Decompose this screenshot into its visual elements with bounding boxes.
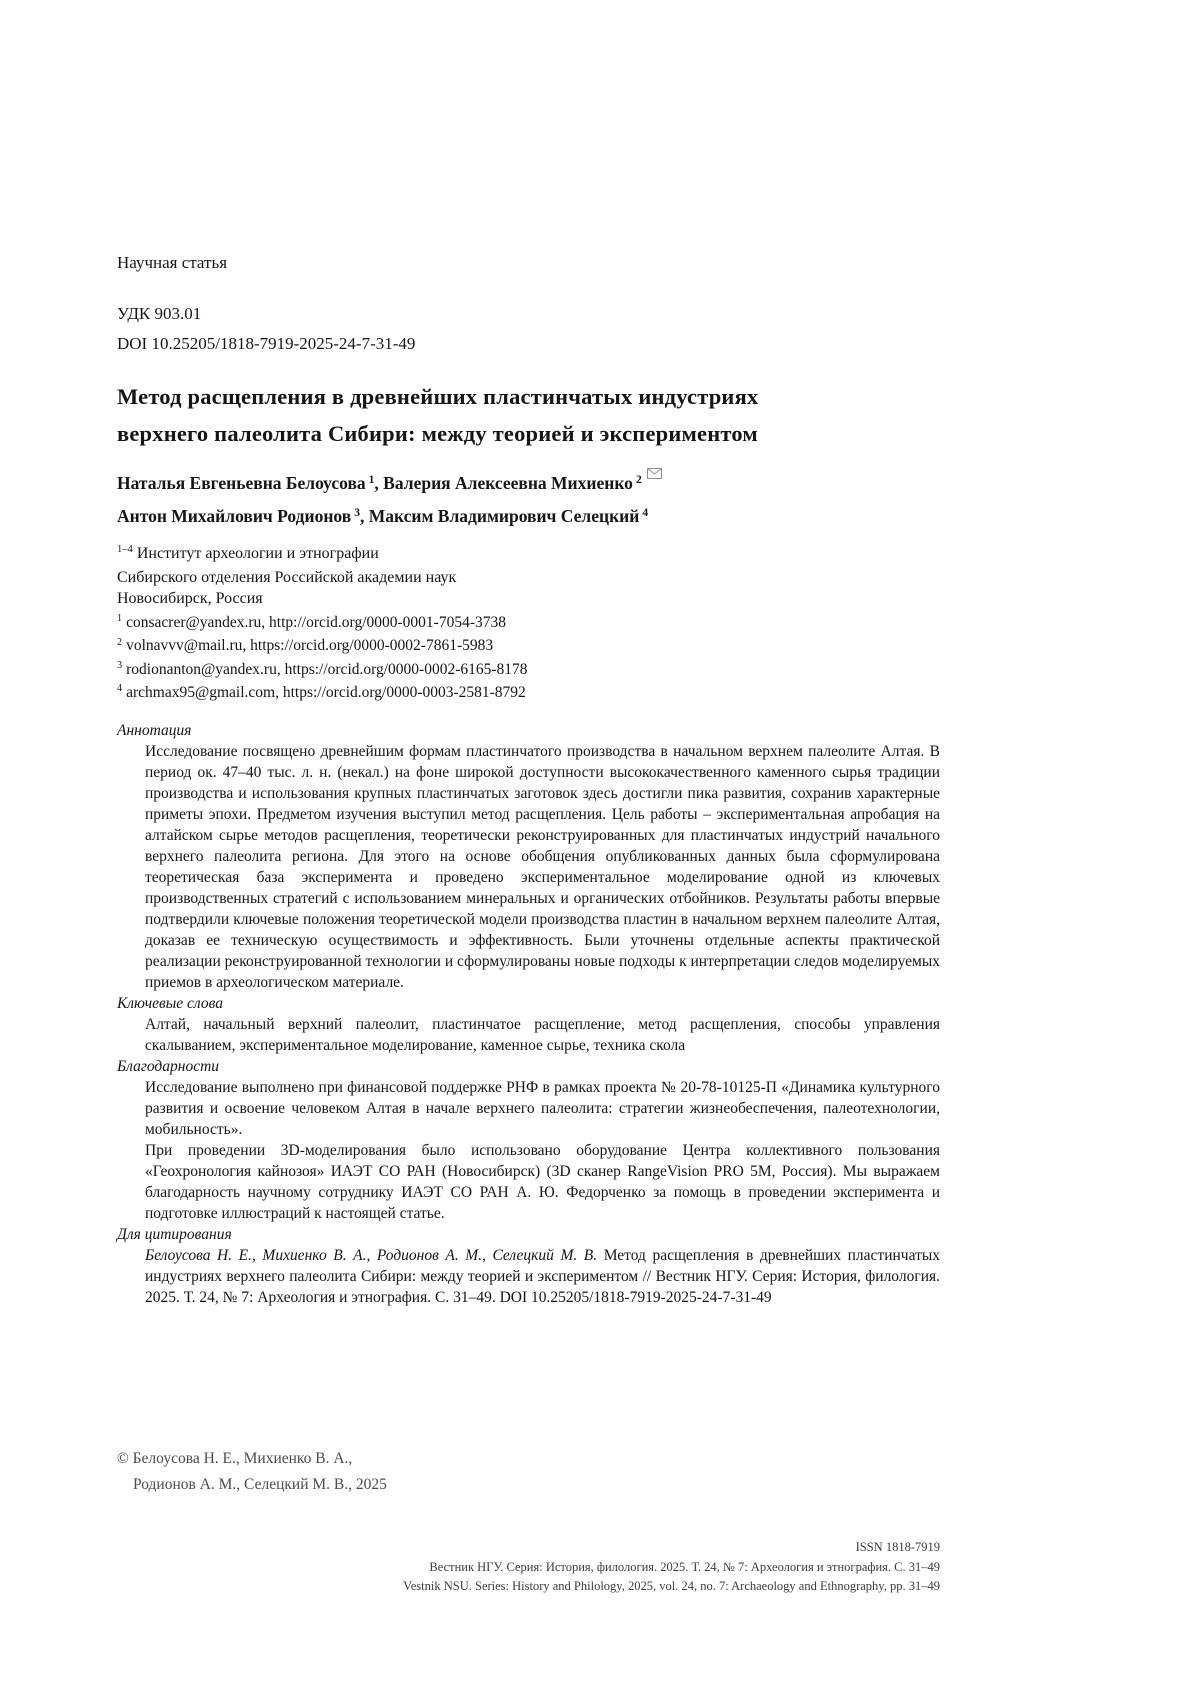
- citation-body: [145, 1245, 940, 1308]
- acknowledgements-paragraph-2: При проведении 3D-моделирования было использовано оборудование Центра коллективного пользования «Геохронология кайнозоя» ИАЭТ СО РАН (Новосибирск) (3D сканер RangeVision PRO 5M, Россия). Мы выражаем благодарность научному сотруднику ИАЭТ СО РАН А. Ю. Федорченко за помощь в проведении эксперимента и подготовке иллюстраций к настоящей статье.: [145, 1142, 940, 1222]
- author-sup-2: 2: [635, 473, 642, 486]
- author-sup-1: 1: [368, 473, 375, 486]
- author-sup-4: 4: [642, 506, 649, 519]
- contact-sup-1: 1: [117, 613, 123, 625]
- copyright-block: [117, 1446, 940, 1497]
- contact-sup-4: 4: [117, 683, 123, 695]
- affiliation-line-3: Новосибирск, Россия: [117, 590, 263, 607]
- authors-block: [117, 468, 940, 534]
- contacts-block: [117, 612, 940, 705]
- contact-row: [117, 635, 940, 658]
- author-name-4: Максим Владимирович Селецкий: [368, 506, 640, 526]
- citation-text: Метод расщепления в древнейших пластинчатых индустриях верхнего палеолита Сибири: между теорией и экспериментом // Вестник НГУ. Серия: История, филология. 2025. Т. 24, № 7: Археология и этнография. С. 31–49. DOI 10.25205/1818-7919-2025-24-7-31-49: [145, 1247, 941, 1306]
- author-name-3: Антон Михайлович Родионов: [117, 506, 352, 526]
- author-name-2: Валерия Алексеевна Михиенко: [383, 473, 633, 493]
- doi-code: DOI 10.25205/1818-7919-2025-24-7-31-49: [117, 334, 416, 353]
- acknowledgements-paragraph-1: Исследование выполнено при финансовой поддержке РНФ в рамках проекта № 20-78-10125-П «Динамика культурного развития и освоение человеком Алтая в начале верхнего палеолита: стратегии жизнеобеспечения, палеотехнологии, мобильность».: [145, 1079, 940, 1138]
- author-separator: ,: [359, 506, 369, 526]
- article-title-line1: Метод расщепления в древнейших пластинчатых индустриях: [117, 384, 759, 409]
- affiliation-line-2: Сибирского отделения Российской академии наук: [117, 568, 457, 586]
- contact-sup-2: 2: [117, 636, 123, 648]
- affiliation-institute: Институт археологии и этнографии: [136, 545, 379, 562]
- footer-citation-ru: Вестник НГУ. Серия: История, филология. 2025. Т. 24, № 7: Археология и этнография. С. 31–49: [429, 1559, 940, 1574]
- keywords-body: Алтай, начальный верхний палеолит, пластинчатое расщепление, метод расщепления, способы управления скалыванием, экспериментальное моделирование, каменное сырье, техника скола: [145, 1016, 940, 1054]
- authors-line-1: [117, 468, 940, 501]
- keywords-heading: Ключевые слова: [117, 995, 223, 1012]
- author-sup-3: 3: [354, 506, 360, 519]
- citation-heading: Для цитирования: [117, 1226, 232, 1243]
- journal-footer: [117, 1538, 940, 1597]
- citation-authors: Белоусова Н. Е., Михиенко В. А., Родионов А. М., Селецкий М. В.: [145, 1247, 604, 1264]
- copyright-line-1: © Белоусова Н. Е., Михиенко В. А.,: [117, 1450, 353, 1467]
- article-front-sections: [117, 720, 940, 1308]
- contact-row: [117, 612, 940, 635]
- article-title-line2: верхнего палеолита Сибири: между теорией и экспериментом: [117, 421, 758, 446]
- envelope-icon: [647, 458, 662, 488]
- contact-email-orcid-4: archmax95@gmail.com, https://orcid.org/0000-0003-2581-8792: [126, 683, 526, 701]
- footer-citation-en: Vestnik NSU. Series: History and Philology, 2025, vol. 24, no. 7: Archaeology and Ethnography, pp. 31–49: [403, 1579, 940, 1593]
- contact-sup-3: 3: [117, 659, 123, 671]
- author-name-1: Наталья Евгеньевна Белоусова: [117, 473, 366, 493]
- article-type-label: Научная статья: [117, 253, 228, 272]
- contact-row: [117, 682, 940, 705]
- authors-line-2: [117, 501, 940, 534]
- affiliation-sup: 1–4: [117, 544, 133, 556]
- contact-email-orcid-2: volnavvv@mail.ru, https://orcid.org/0000-0002-7861-5983: [126, 637, 494, 655]
- contact-email-orcid-3: rodionanton@yandex.ru, https://orcid.org/0000-0002-6165-8178: [126, 660, 528, 678]
- footer-issn: ISSN 1818-7919: [855, 1540, 940, 1554]
- copyright-line-2: Родионов А. М., Селецкий М. В., 2025: [133, 1475, 387, 1493]
- affiliation-line-1: [117, 543, 940, 567]
- contact-row: [117, 659, 940, 682]
- affiliation-block: [117, 543, 940, 610]
- udc-code: УДК 903.01: [117, 304, 202, 323]
- abstract-heading: Аннотация: [117, 722, 192, 739]
- author-separator: ,: [374, 473, 384, 493]
- article-title: [117, 378, 940, 452]
- abstract-body: Исследование посвящено древнейшим формам пластинчатого производства в начальном верхнем палеолите Алтая. В период ок. 47–40 тыс. л. н. (некал.) на фоне широкой доступности высококачественного каменного сырья традиции производства и использования крупных пластинчатых заготовок здесь достигли пика развития, сохранив характерные приметы эпохи. Предметом изучения выступил метод расщепления. Цель работы – экспериментальная апробация на алтайском сырье методов расщепления, теоретически реконструированных для пластинчатых индустрий начального верхнего палеолита региона. Для этого на основе обобщения опубликованных данных была сформулирована теоретическая база эксперимента и проведено экспериментальное моделирование одной из ключевых производственных стратегий с использованием минеральных и органических отбойников. Результаты работы впервые подтвердили ключевые положения теоретической модели производства пластин в начальном верхнем палеолите Алтая, доказав ее техническую осуществимость и эффективность. Были уточнены отдельные аспекты практической реализации реконструированной технологии и сформулированы новые подходы к интерпретации следов моделируемых приемов в археологическом материале.: [145, 743, 940, 991]
- acknowledgements-body: [145, 1077, 940, 1224]
- contact-email-orcid-1: consacrer@yandex.ru, http://orcid.org/0000-0001-7054-3738: [126, 614, 506, 631]
- acknowledgements-heading: Благодарности: [117, 1058, 220, 1075]
